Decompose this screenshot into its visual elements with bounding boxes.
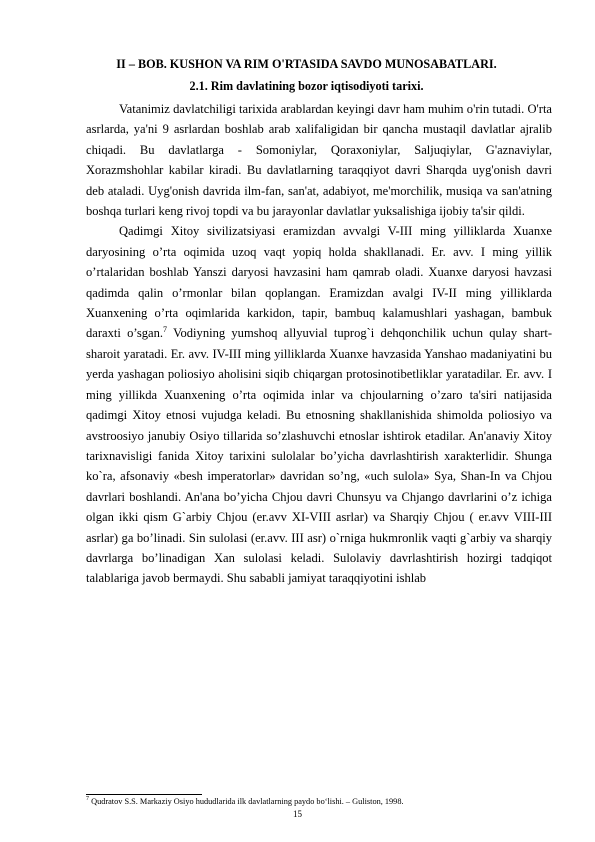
- paragraph-2: [86, 221, 552, 588]
- body-text: [86, 99, 552, 589]
- footnote-divider: [86, 794, 202, 795]
- footnote-number: 7: [86, 796, 89, 803]
- footnote-reference[interactable]: 7: [163, 325, 168, 335]
- paragraph-2-part-1: Qadimgi Xitoy sivilizatsiyasi eramizdan avvalgi V-III ming yilliklarda Xuanxe daryosining o’rta oqimida uzoq vaqt yopiq holda shakllanadi. Er. avv. I ming yillik o’rtalaridan boshlab Yanszi daryosi havzasini ham qamrab oladi. Xuanxe daryosi havzasi qadimda qalin o’rmonlar bilan qoplangan. Eramizdan avalgi IV-II ming yilliklarda Xuanxening o’rta oqimlarida karkidon, tapir, bambuq kalamushlari yashagan, bambuk daraxti o’sgan.: [86, 224, 552, 341]
- footnote-text: Qudratov S.S. Markaziy Osiyo hududlarida ilk davlatlarning paydo bo‘lishi. – Guliston, 1998.: [89, 797, 404, 806]
- footnote: [86, 796, 552, 807]
- paragraph-2-part-2: Vodiyning yumshoq allyuvial tuprog`i dehqonchilik uchun qulay shart-sharoit yaratadi. Er. avv. IV-III ming yilliklarda Xuanxe havzasida Yanshao madaniyatini bu yerda yashagan poliosiyo aholisini siqib chiqargan protosinotibetliklar yaratadilar. Er. avv. I ming yillikda Xuanxening o’rta oqimida inlar va chjoularning o’zaro ta'siri natijasida qadimgi Xitoy etnosi vujudga keladi. Bu etnosning shakllanishida shimolda poliosiyo va avstroosiyo janubiy Osiyo tillarida so’zlashuvchi etnoslar ishtirok etadilar. An'anaviy Xitoy tarixnavisligi fanida Xitoy tarixini sulolalar bo’yicha davrlashtirish xarakterlidir. Shunga ko`ra, afsonaviy «besh imperatorlar» davridan so’ng, «uch sulola» Sya, Shan-In va Chjou davrlari boshlandi. An'ana bo’yicha Chjou davri Chunsyu va Chjango davrlarini o’z ichiga olgan ikki qism G`arbiy Chjou (er.avv XI-VIII asrlar) va Sharqiy Chjou ( er.avv VIII-III asrlar) ga bo’linadi. Sin sulolasi (er.avv. III asr) o`rniga hukmronlik vaqti g`arbiy va sharqiy davrlarga bo’linadigan Xan sulolasi keladi. Sulolaviy davrlashtirish hozirgi tadqiqot talablariga javob bermaydi. Shu sababli jamiyat taraqqiyotini ishlab: [86, 326, 552, 586]
- page-number: 15: [293, 809, 302, 819]
- section-title: 2.1. Rim davlatining bozor iqtisodiyoti tarixi.: [189, 79, 424, 93]
- paragraph-1: Vatanimiz davlatchiligi tarixida arablardan keyingi davr ham muhim o'rin tutadi. O'rta asrlarda, ya'ni 9 asrlardan boshlab arab xalifaligidan bir qancha mustaqil davlatlar ajralib chiqadi. Bu davlatlarga - Somoniylar, Qoraxoniylar, Saljuqiylar, G'aznaviylar, Xorazmshohlar kabilar kiradi. Bu davlatlarning taraqqiyot davri Sharqda uyg'onish davri deb ataladi. Uyg'onish davrida ilm-fan, san'at, adabiyot, me'morchilik, musiqa va san'atning boshqa turlari keng rivoj topdi va bu jarayonlar davlatlar yuksalishiga ijobiy ta'sir qildi.: [86, 102, 552, 219]
- chapter-title: II – BOB. KUSHON VA RIM O'RTASIDA SAVDO MUNOSABATLARI.: [116, 57, 497, 71]
